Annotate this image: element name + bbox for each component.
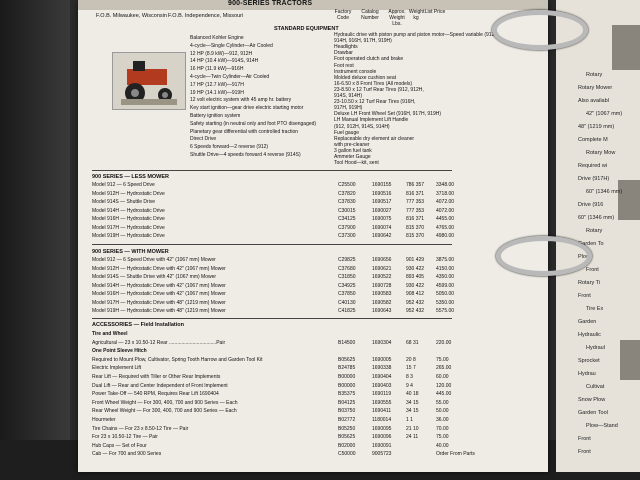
cell-desc: Hourmeter [92,417,116,423]
feature-item: 23-8.50 x 12 Turf Rear Tires (912, 912H, [334,86,424,93]
cell-price: 3718.00 [436,190,455,197]
cell-num: 1690096 [372,434,392,441]
cell-desc: Tire and Wheel [92,331,128,337]
cell-code: C41825 [338,308,356,314]
feature-item: 12 volt electric system with 45 amp hr. battery [190,97,292,104]
cell-desc: Required to Mount Plow, Cultivator, Spring Tooth Harrow and Garden Tool Kit [92,356,263,363]
next-page-line: Rotary [586,228,603,234]
fob-left: F.O.B. Milwaukee, Wisconsin [96,13,167,19]
cell-code: C25500 [338,182,356,188]
feature-item: Foot rest [334,62,354,69]
feature-item: with pre-cleaner [334,141,370,148]
feature-item: Hydraulic drive with piston pump and piston motor—Speed variable (912H, [334,32,500,38]
feature-item: Balanced Kohler Engine [190,35,244,41]
feature-item: 3 gallon fuel tank [334,147,372,154]
col-header-factory-code: Factory Code [334,9,352,21]
cell-price: Order From Parts [436,451,475,458]
table-row [92,383,462,389]
next-page-line: Tire Ex [586,306,604,312]
page-header-band [78,0,548,10]
table-row [92,257,462,263]
cell-wt: 9 4 [406,382,413,389]
cell-code: C30015 [338,207,356,214]
implement-photo [620,340,640,380]
next-page-line: Drive (917H) [578,176,610,182]
cell-wt: 34 15 [406,408,419,415]
cell-code: B14500 [338,339,356,346]
cell-desc: Tire Chains — For 23 x 8.50-12 Tire — Pair [92,425,189,432]
feature-item: Direct Drive [190,136,217,143]
standard-equipment-title: STANDARD EQUIPMENT [274,26,339,32]
table-row [92,191,462,197]
cell-desc: Model 912 — 6 Speed Drive [92,182,155,188]
cell-num: 1690555 [372,399,392,406]
cell-num: 1180014 [372,417,392,423]
cell-desc: Rear Wheel Weight — For 300, 400, 700 and 900 Series — Each [92,408,237,415]
cell-num: 1690621 [372,265,392,272]
cell-code: C31850 [338,274,356,280]
cell-price: 120.00 [436,382,452,389]
cell-desc: Model 914S — Shuttle Drive with 42" (1067 mm) Mower [92,274,217,280]
feature-item: 14 HP (10.4 kW)—914S, 914H [190,58,259,65]
next-page-line: Required wi [578,163,608,169]
next-page-line: Cultivat [586,384,605,390]
cell-code: B05625 [338,356,356,363]
cell-desc: Power Take-Off — 540 RPM, Requires Rear Lift 1690404 [92,391,219,398]
cell-wt: 930 422 [406,282,425,289]
feature-item: Deluxe LH Front Wheel Set (916H, 917H, 919H) [334,111,441,118]
cell-num: 1690516 [372,190,392,197]
cell-num: 1690522 [372,274,392,280]
cell-num: 1690403 [372,382,392,389]
table-row [92,233,462,239]
next-page-line: Front [586,267,599,273]
cell-desc: One Point Sleeve Hitch [92,348,147,355]
catalog-page [78,0,548,472]
cell-desc: Rear Lift — Required with Tiller or Other Rear Implements [92,374,221,380]
col-header-weight-kg: Weight kg [409,9,425,21]
cell-price: 4599.00 [436,282,455,289]
cell-desc: For 23 x 10.50-12 Tire — Pair [92,434,158,441]
cell-wt: 901 429 [406,257,425,263]
cell-code: C34125 [338,216,356,222]
page-title: 900-SERIES TRACTORS [228,0,313,7]
table-row [92,408,462,414]
feature-item: 19 HP (14.1 kW)—919H [190,89,244,96]
table-row [92,266,462,272]
feature-item: 12 HP (8.9 kW)—912, 912H [190,50,253,57]
feature-item: Molded deluxe cushion seat [334,74,396,81]
cell-price: 60.00 [436,374,449,380]
table-row [92,374,462,380]
cell-price: 4765.00 [436,224,455,231]
cell-code: B35375 [338,391,356,398]
next-page-line: Garden Tool [578,410,608,416]
table-row [92,300,462,306]
col-header-list-price: List Price [424,9,446,15]
table-row [92,182,462,188]
cell-desc: Model 914H — Hydrostatic Drive with 42" (1067 mm) Mower [92,282,226,289]
feature-item: Foot operated clutch and brake [334,56,404,63]
cell-wt: 21 10 [406,425,419,432]
cell-code: B03750 [338,408,356,415]
binder-ring [496,236,592,276]
cell-price: 70.00 [436,425,449,432]
cell-code: C37830 [338,199,356,205]
cell-num: 1690656 [372,257,392,263]
tractor-photo [112,52,186,110]
feature-item: 914H, 916H, 917H, 919H) [334,38,392,45]
col-header-weight-lbs: Approx. Weight Lbs. [388,9,406,27]
cell-num: 1690583 [372,291,392,297]
cell-wt: 815 370 [406,233,425,239]
cell-wt: 34 15 [406,399,419,406]
cell-price: 75.00 [436,356,449,363]
cell-wt: 908 412 [406,291,425,297]
cell-num: 1690005 [372,356,392,363]
cell-num: 1690517 [372,199,392,205]
table-row [92,208,462,214]
cell-wt: 786 357 [406,182,425,188]
cell-code: C29825 [338,257,356,263]
table-row [92,216,462,222]
table-row [92,348,462,354]
cell-wt: 1 1 [406,417,413,423]
cell-num: 1690095 [372,425,392,432]
cell-desc: Model 914H — Hydrostatic Drive [92,207,165,214]
cell-desc: Model 919H — Hydrostatic Drive with 48" (1219 mm) Mower [92,308,226,314]
cell-code: C40130 [338,299,356,306]
feature-item: Drawbar [334,50,353,57]
cell-num: 1690338 [372,365,392,372]
cell-code: C37850 [338,291,356,297]
cell-num: 9005723 [372,451,392,458]
next-page-line: Garden [578,319,597,325]
next-page-line: Rotary Mow [586,150,616,156]
table-row [92,357,462,363]
next-page-line: Hydraul [586,345,605,351]
next-page-line: Also availabl [578,98,609,104]
cell-num: 1690411 [372,408,392,415]
table-row [92,308,462,314]
table-row [92,426,462,432]
cell-price: 4350.00 [436,274,455,280]
cell-price: 445.00 [436,391,452,398]
cell-desc: Model 912H — Hydrostatic Drive with 42" (1067 mm) Mower [92,265,226,272]
cell-wt: 816 371 [406,216,425,222]
cell-code: B04125 [338,399,356,406]
divider [92,318,452,319]
cell-price: 5575.00 [436,308,455,314]
cell-code: B24785 [338,365,356,372]
table-row [92,400,462,406]
cell-wt: 815 370 [406,224,425,231]
next-page-line: Front [578,449,591,455]
table-row [92,199,462,205]
feature-item: 917H, 919H) [334,105,363,112]
cell-price: 3348.00 [436,182,455,188]
cell-price: 4455.00 [436,216,455,222]
table-row [92,434,462,440]
cell-code: C37820 [338,190,356,197]
table-row [92,283,462,289]
cell-code: C37300 [338,233,356,239]
cell-price: 40.00 [436,442,449,449]
table-row [92,391,462,397]
cell-wt: 20 8 [406,356,416,363]
cell-desc: Model 916H — Hydrostatic Drive [92,216,165,222]
cell-price: 4150.00 [436,265,455,272]
cell-price: 36.00 [436,417,449,423]
cell-num: 1690155 [372,182,392,188]
table-row [92,451,475,458]
table-row [92,291,462,297]
cell-code: B05250 [338,425,356,432]
next-page-line: Drive (916 [578,202,604,208]
feature-item: Headlights [334,44,358,51]
next-page-line: Hydrau [578,371,596,377]
next-page-line: Snow Plow [578,397,606,403]
feature-item: 16-6.50 x 8 Front Tires (All models) [334,80,413,87]
cell-price: 4072.00 [436,207,455,214]
cell-price: 75.00 [436,434,449,441]
feature-item: (912, 912H, 914S, 914H) [334,123,390,130]
cell-price: 5350.00 [436,299,455,306]
cell-code: B02772 [338,417,356,423]
table-row [92,417,462,423]
cell-num: 1690643 [372,308,392,314]
feature-item: Planetary gear differential with controlled traction [190,128,299,135]
cell-desc: Agricultural — 23 x 10.50-12 Rear ..................................Pair [92,339,226,346]
table-row [92,274,462,280]
feature-item: 914S, 914H) [334,93,363,99]
cell-code: C34925 [338,282,356,289]
next-page-line: Rotary Mower [578,85,613,91]
next-page-line: Hydraulic [578,332,601,338]
cell-desc: Dual Lift — Rear and Center Independent of Front Implement [92,382,228,389]
mower-photo [612,25,640,70]
cell-num: 1690075 [372,216,392,222]
cell-wt: 777 353 [406,199,425,205]
cell-price: 3875.00 [436,257,455,263]
divider [92,244,452,245]
cell-price: 265.00 [436,365,452,372]
cell-price: 55.00 [436,399,449,406]
next-page-line: 48" (1219 mm) [578,124,615,130]
feature-item: Battery ignition system [190,113,241,119]
cell-code: C37900 [338,224,356,231]
cell-desc: Model 912 — 6 Speed Drive with 42" (1067 mm) Mower [92,257,216,263]
cell-wt: 952 432 [406,308,425,314]
cell-price: 50.00 [436,408,449,415]
cell-num: 1690091 [372,442,392,449]
cell-desc: Model 919H — Hydrostatic Drive [92,233,165,239]
feature-item: Instrument console [334,68,377,75]
cell-wt: 40 18 [406,391,419,398]
cell-price: 220.00 [436,339,452,346]
cell-code: B05625 [338,434,356,441]
cell-num: 1690304 [372,339,392,346]
feature-item: 4-cycle—Single Cylinder—Air Cooled [190,42,273,49]
cell-price: 4980.00 [436,233,455,239]
feature-item: Shuttle Drive—4 speeds forward 4 reverse (914S) [190,152,301,158]
feature-item: 6 Speeds forward—2 reverse (912) [190,144,269,151]
cell-desc: Front Wheel Weight — For 300, 400, 700 and 900 Series — Each [92,399,238,406]
next-page-line: Sprocket [578,358,600,364]
next-page-line: Rotary [586,72,603,78]
cell-wt: 952 432 [406,299,425,306]
accessories-title: ACCESSORIES — Field Installation [92,322,184,328]
cell-num: 1690119 [372,391,392,398]
cell-code: B02000 [338,442,356,449]
next-page-line: Plow—Stand [586,423,618,429]
feature-item: Key start ignition—gear drive electric starting motor [190,105,304,112]
feature-item: LH Manual Implement Lift Handle [334,117,409,124]
feature-item: 23-10.50 x 12 Turf Rear Tires (916H, [334,99,416,106]
cell-wt: 816 371 [406,190,425,197]
cell-wt: 893 405 [406,274,425,280]
next-page-line: Plow [578,254,590,260]
next-page-line: 60" (1346 mm) [578,215,615,221]
divider [92,170,452,171]
cell-wt: 930 422 [406,265,425,272]
tractor-icon [113,53,185,109]
next-page-line: Front [578,293,591,299]
feature-item: 17 HP (12.7 kW)—917H [190,81,244,88]
with-mower-title: 900 SERIES — WITH MOWER [92,249,169,255]
cell-desc: Model 912H — Hydrostatic Drive [92,190,165,197]
feature-item: Tool Hood—kit, sent [334,160,379,167]
feature-item: Replaceable dry element air cleaner [334,135,415,142]
table-row [92,340,462,346]
cell-desc: Model 917H — Hydrostatic Drive with 48" (1219 mm) Mower [92,299,226,306]
table-row [92,225,462,231]
feature-item: 4-cycle—Twin Cylinder—Air Cooled [190,74,270,80]
table-row [92,365,462,371]
cell-price: 4072.00 [436,199,455,205]
cell-wt: 24 11 [406,434,419,441]
table-row [92,443,462,449]
cell-code: B00000 [338,382,356,389]
feature-item: Ammeter Gauge [334,154,371,160]
cell-wt: 15 7 [406,365,416,372]
fob-right: F.O.B. Independence, Missouri [168,13,244,19]
cell-num: 1690074 [372,224,392,231]
next-page-line: Front [578,436,591,442]
next-page-line: 60" (1346 mm) [586,189,623,195]
cell-num: 1690728 [372,282,392,289]
cell-wt: 68 31 [406,339,419,346]
cell-code: C50000 [338,451,356,458]
next-page-line: Rotary Ti [578,280,601,286]
background-shadow [0,0,70,480]
next-page-line: Garden To [578,241,604,247]
feature-item: Fuel gauge [334,129,360,136]
cell-wt: 777 353 [406,207,425,214]
cell-wt: 8 3 [406,374,413,380]
cell-desc: Electric Implement Lift [92,365,142,372]
cell-num: 1690642 [372,233,392,239]
less-mower-title: 900 SERIES — LESS MOWER [92,174,170,180]
cell-num: 1690582 [372,299,392,306]
cell-desc: Hub Caps — Set of Four [92,442,147,449]
cell-desc: Model 914S — Shuttle Drive [92,199,156,205]
next-page-line: 42" (1067 mm) [586,111,623,117]
cell-desc: Model 916H — Hydrostatic Drive with 42" (1067 mm) Mower [92,291,226,297]
cell-desc: Model 917H — Hydrostatic Drive [92,224,165,231]
cell-num: 1690404 [372,374,392,380]
cell-num: 1690027 [372,207,392,214]
cell-code: B00000 [338,374,356,380]
implement-photo [618,180,640,220]
next-page [556,0,640,472]
feature-item: 16 HP (11.9 kW)—916H [190,66,244,73]
col-header-catalog-number: Catalog Number [361,9,379,21]
cell-price: 5050.00 [436,291,455,297]
binder-ring [492,10,588,50]
cell-desc: Cab — For 700 and 900 Series [92,451,162,458]
table-row [92,331,462,337]
cell-code: C37680 [338,265,356,272]
next-page-line: Complete M [578,137,608,143]
feature-item: Safety starting (in neutral only and foot PTO disengaged) [190,120,317,127]
